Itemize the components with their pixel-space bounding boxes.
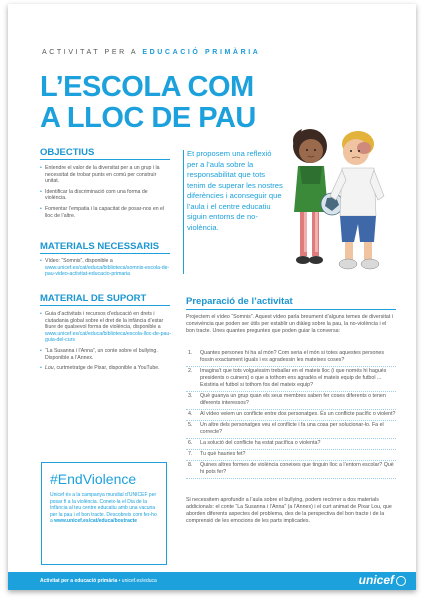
question-text: Tu què hauries fet? [200,451,246,457]
preparation-outro: Si necessitem aprofundir a l’aula sobre el bullying, podem recórrer a dos materials addicionals: el conte “La Susanna i l’Anna” (a l’Annex) i el curt animat de Pixar Lou, que aborden diferents aspectes del problema, des de la perspectiva del bon tracte i de la comprensió de les emocions de les parts implicades. [186,497,392,524]
materials-item [40,258,172,278]
question-text: Un altre dels personatges veu el conflicte i fa una cosa per solucionar-lo. Fa el correcte? [200,422,384,435]
preparation-divider [186,309,396,310]
question-item: 6. La solució del conflicte ha estat pacífica o violenta? [186,440,396,450]
campaign-link[interactable]: www.unicef.es/cat/educa/bostracte [54,518,138,525]
globe-icon [396,576,406,586]
support-list [40,311,172,376]
title-line-1: L’ESCOLA COM [40,71,254,103]
campaign-hashtag: #EndViolence [50,471,137,487]
support-heading: MATERIAL DE SUPORT [40,293,147,304]
question-text: Al vídeo veiem un conflicte entre dos personatges. És un conflicte pacífic o violent? [200,411,396,417]
lou-title: Lou [45,365,54,372]
support-divider [40,305,170,306]
activity-kicker [42,49,260,56]
footer-site: • unicef.es/educa [117,578,157,584]
question-item: 5. Un altre dels personatges veu el conflicte i fa una cosa per solucionar-lo. Fa el correcte? [186,422,396,439]
footer-activity-label: Activitat per a educació primària [40,578,118,584]
intro-quote: Et proposem una reflexió per a l’aula sobre la responsabilitat que tots tenim de superar les nostres diferències i aconseguir que l’aula i el centre educatiu siguin entorns de no-violència. [187,149,283,232]
question-item: 7. Tu què hauries fet? [186,451,396,461]
video-link[interactable]: www.unicef.es/cat/educa/biblioteca/somnis-escola-de-pau-video-activitat-educacio-primaria [45,264,170,278]
question-text: Imagina’t que tots volguéssim treballar en el mateix lloc (i que només hi hagués presidents o cuiners) o que a tothom ens agradés el mateix equip de futbol ... Existiria el futbol si tothom fos del mateix equip? [200,368,387,388]
question-item: 8. Quines altres formes de violència coneixes que tinguin lloc a l’entorn escolar? Què hi pots fer? [186,462,396,479]
preparation-heading: Preparació de l’activitat [186,296,293,307]
question-text: Què guanya un grup quan els seus membres saben fer coses diferents o tenen diferents interessos? [200,393,386,406]
materials-divider [40,253,170,254]
questions-list [186,350,396,480]
objective-item: • Entendre el valor de la diversitat per a un grup i la necessitat de trobar punts en comú per construir unitat. [40,165,170,185]
objectives-list [40,165,170,223]
footer-bar [8,572,416,590]
question-text: Quantes persones hi ha al món? Com seria el món si totes aquestes persones fossin exactament iguals i es agradessin les mateixes coses? [200,350,385,363]
support-item [40,365,172,372]
footer-text [40,578,157,584]
question-item: 3. Què guanya un grup quan els seus membres saben fer coses diferents o tenen diferents interessos? [186,393,396,410]
question-item: 2. Imagina’t que tots volguéssim treballar en el mateix lloc (i que només hi hagués presidents o cuiners) o que a tothom ens agradés el mateix equip de futbol ... Existiria el futbol si tothom fos del mateix equip? [186,368,396,392]
materials-list [40,258,172,282]
preparation-intro: Projectem el vídeo “Somnis”. Aquest vídeo parla breument d’alguns temes de diversitat i convivència que poden ser útils per establir un diàleg sobre la pau, la no-violència i el bon tracte. Unes quantes preguntes que poden guiar la conversa: [186,314,393,334]
kicker-level: EDUCACIÓ PRIMÀRIA [142,49,261,56]
document-page [8,4,416,590]
kicker-prefix: ACTIVITAT PER A [42,49,143,56]
question-item: 4. Al vídeo veiem un conflicte entre dos personatges. És un conflicte pacífic o violent? [186,411,396,421]
question-text: Quines altres formes de violència coneixes que tinguin lloc a l’entorn escolar? Què hi pots fer? [200,462,394,475]
title-line-2: A LLOC DE PAU [40,102,256,134]
materials-heading: MATERIALS NECESSARIS [40,241,160,252]
guide-link[interactable]: www.unicef.es/cat/educa/biblioteca/escola-lloc-de-pau-guia-del-curs [45,330,172,344]
unicef-wordmark: unicef [358,573,394,587]
objective-item: • Fomentar l’empatia i la capacitat de posar-nos en el lloc de l’altre. [40,206,170,219]
unicef-logo [359,573,406,587]
materials-item-text: Vídeo: “Somnis”, disponible a [45,258,113,264]
support-item [40,311,172,344]
girl-figure [293,129,328,264]
campaign-box [41,462,167,565]
objectives-heading: OBJECTIUS [40,147,95,158]
support-item: • “La Susanna i l’Anna”, un conte sobre el bullying. Disponible a l’Annex. [40,348,172,361]
campaign-text [50,492,160,525]
support-item-text: , curtmetratge de Pixar, disponible a YouTube. [53,365,160,372]
campaign-description: Unicef és a la campanya mundial d’UNICEF per posar fi a la violència. Coneix-la el Dia de la Infància al teu centre educatiu amb una vacuna per la pau i el bon tracte. Descobreix com fer-ho a [50,492,157,525]
question-text: La solució del conflicte ha estat pacífica o violenta? [200,440,321,446]
page-title [40,72,256,134]
question-item: 1. Quantes persones hi ha al món? Com seria el món si totes aquestes persones fossin exactament iguals i es agradessin les mateixes coses? [186,350,396,367]
support-item-text: Guia d’activitats i recursos d’educació en drets i ciutadania global sobre el dret de la infància d’estar lliure de qualsevol forma de violència, disponible a [45,311,164,331]
children-illustration [280,124,392,280]
objectives-divider [40,159,170,160]
objective-item: • Identificar la discriminació com una forma de violència. [40,189,170,202]
quote-rule [183,150,184,274]
